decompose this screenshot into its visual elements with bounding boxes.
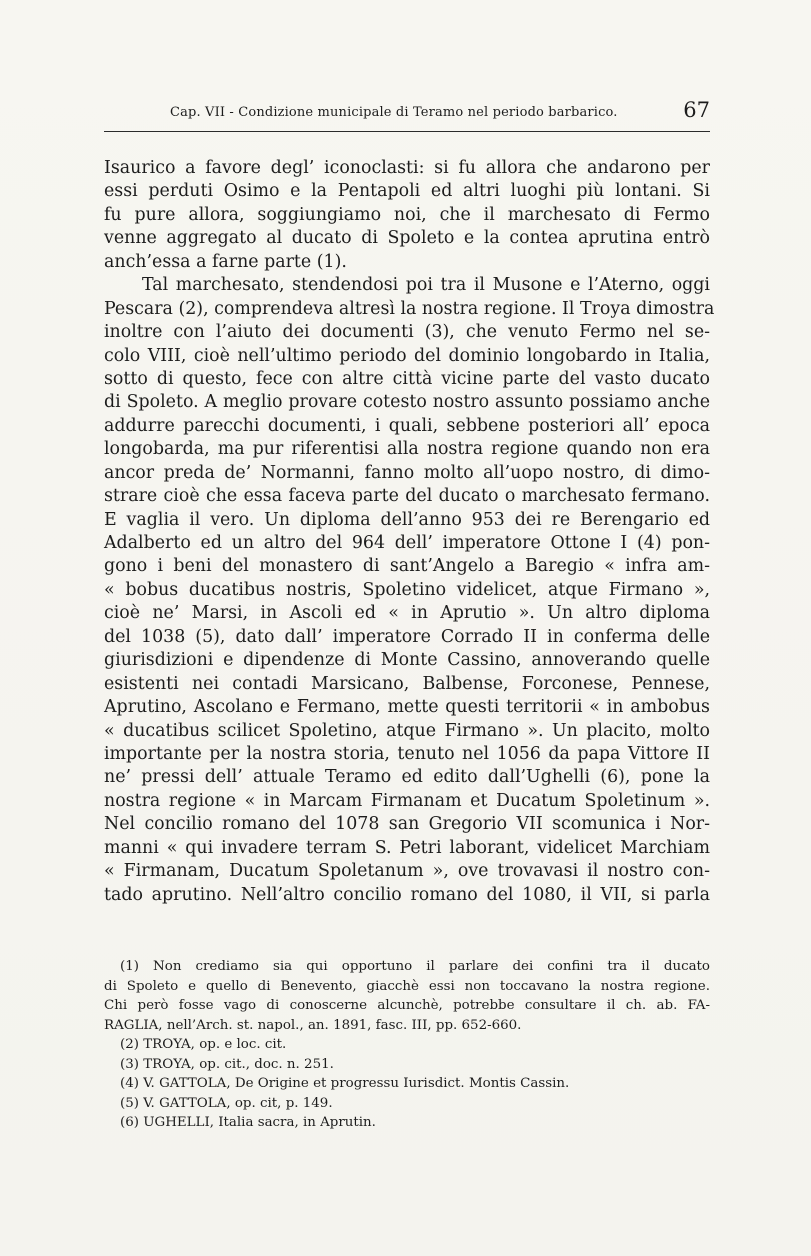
footnote-line: (5) V. GATTOLA, op. cit, p. 149.	[120, 1095, 333, 1111]
footnote-line: (2) TROYA, op. e loc. cit.	[120, 1037, 287, 1053]
body-line: longobarda, ma pur riferentisi alla nostra regione quando non era	[104, 439, 710, 460]
header-rule	[104, 131, 710, 132]
body-line: ancor preda de’ Normanni, fanno molto all’uopo nostro, di dimo-	[104, 462, 710, 483]
body-line: nostra regione « in Marcam Firmanam et Ducatum Spoletinum ».	[104, 790, 710, 811]
body-line: addurre parecchi documenti, i quali, sebbene posteriori all’ epoca	[104, 415, 710, 436]
body-line: anch’essa a farne parte (1).	[104, 251, 347, 272]
body-line: di Spoleto. A meglio provare cotesto nostro assunto possiamo anche	[104, 392, 710, 413]
footnote-line: (6) UGHELLI, Italia sacra, in Aprutin.	[120, 1115, 376, 1131]
body-text	[104, 157, 715, 907]
running-title: Cap. VII - Condizione municipale di Teramo nel periodo barbarico.	[170, 105, 618, 120]
footnote-line: Chi però fosse vago di conoscerne alcunchè, potrebbe consultare il ch. ab. FA-	[104, 998, 710, 1014]
body-line: Tal marchesato, stendendosi poi tra il Musone e l’Aterno, oggi	[142, 275, 710, 296]
body-line: colo VIII, cioè nell’ultimo periodo del dominio longobardo in Italia,	[104, 345, 710, 366]
body-line: Adalberto ed un altro del 964 dell’ imperatore Ottone I (4) pon-	[104, 533, 710, 553]
body-line: gono i beni del monastero di sant’Angelo a Baregio « infra am-	[104, 556, 710, 577]
body-line: del 1038 (5), dato dall’ imperatore Corrado II in conferma delle	[104, 626, 710, 647]
body-line: giurisdizioni e dipendenze di Monte Cassino, annoverando quelle	[104, 650, 710, 671]
body-line: Isaurico a favore degl’ iconoclasti: si fu allora che andarono per	[104, 158, 710, 178]
footnotes	[104, 957, 710, 1133]
footnote-line: di Spoleto e quello di Benevento, giacchè essi non toccavano la nostra regione.	[104, 978, 710, 994]
body-line: strare cioè che essa faceva parte del ducato o marchesato fermano.	[104, 486, 710, 507]
body-line: esistenti nei contadi Marsicano, Balbense, Forconese, Pennese,	[104, 673, 710, 694]
body-line: sotto di questo, fece con altre città vicine parte del vasto ducato	[104, 368, 710, 389]
body-line: « ducatibus scilicet Spoletino, atque Firmano ». Un placito, molto	[104, 720, 710, 741]
body-line: inoltre con l’aiuto dei documenti (3), che venuto Fermo nel se-	[104, 322, 710, 343]
body-line: « Firmanam, Ducatum Spoletanum », ove trovavasi il nostro con-	[104, 861, 710, 882]
footnote-line: (4) V. GATTOLA, De Origine et progressu Iurisdict. Montis Cassin.	[120, 1076, 570, 1092]
body-line: Nel concilio romano del 1078 san Gregorio VII scomunica i Nor-	[104, 814, 710, 835]
footnote-line: (3) TROYA, op. cit., doc. n. 251.	[120, 1056, 334, 1072]
body-line: ne’ pressi dell’ attuale Teramo ed edito dall’Ughelli (6), pone la	[104, 767, 710, 788]
running-head	[104, 100, 710, 130]
page-number: 67	[683, 98, 710, 122]
body-line: importante per la nostra storia, tenuto nel 1056 da papa Vittore II	[104, 743, 710, 764]
body-line: manni « qui invadere terram S. Petri laborant, videlicet Marchiam	[104, 837, 710, 858]
footnote-line: RAGLIA, nell’Arch. st. napol., an. 1891, fasc. III, pp. 652-660.	[104, 1017, 522, 1033]
body-line: fu pure allora, soggiungiamo noi, che il marchesato di Fermo	[104, 204, 710, 225]
body-line: Aprutino, Ascolano e Fermano, mette questi territorii « in ambobus	[104, 697, 710, 718]
body-line: tado aprutino. Nell’altro concilio romano del 1080, il VII, si parla	[104, 884, 710, 905]
body-line: « bobus ducatibus nostris, Spoletino videlicet, atque Firmano »,	[104, 579, 710, 600]
body-line: E vaglia il vero. Un diploma dell’anno 953 dei re Berengario ed	[104, 509, 710, 530]
body-line: Pescara (2), comprendeva altresì la nostra regione. Il Troya dimostra	[104, 298, 715, 319]
body-line: essi perduti Osimo e la Pentapoli ed altri luoghi più lontani. Si	[104, 181, 710, 202]
body-line: cioè ne’ Marsi, in Ascoli ed « in Aprutio ». Un altro diploma	[104, 603, 710, 624]
body-line: venne aggregato al ducato di Spoleto e la contea aprutina entrò	[104, 228, 710, 249]
footnote-line: (1) Non crediamo sia qui opportuno il parlare dei confini tra il ducato	[120, 959, 710, 974]
